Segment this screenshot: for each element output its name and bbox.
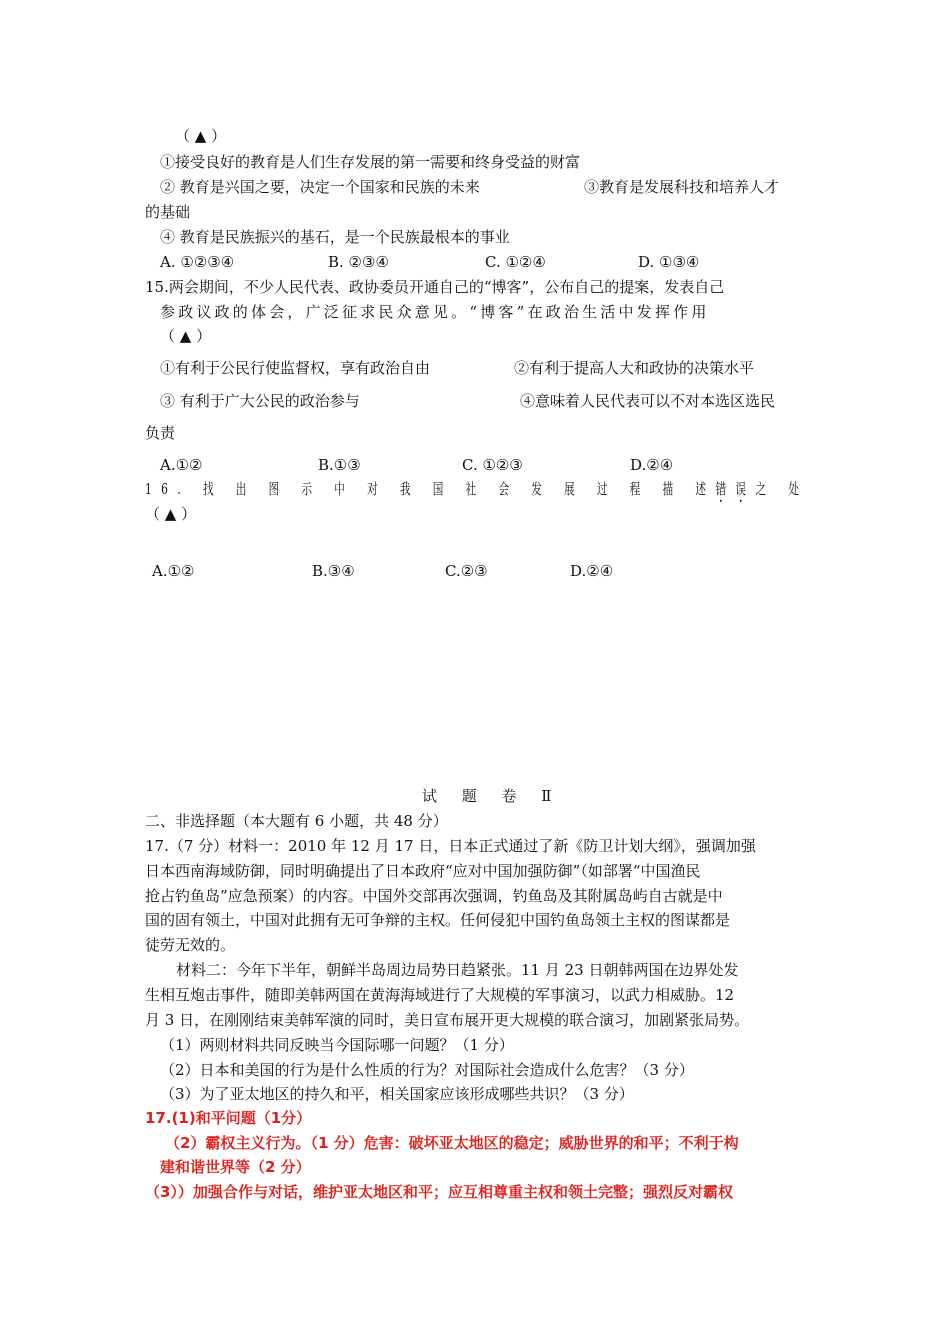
q15-stem-line1: 15.两会期间，不少人民代表、政协委员开通自己的“博客”，公布自己的提案，发表自己 — [145, 278, 725, 296]
q16-stem-tail: 之 处 — [755, 480, 809, 498]
q15-option-2: ②有利于提高人大和政协的决策水平 — [514, 359, 755, 377]
answer-2-line2: 建和谐世界等（2 分） — [160, 1158, 311, 1176]
q16-emphasis-2: 误 — [735, 480, 756, 498]
q15-choice-d: D.②④ — [630, 456, 674, 474]
q14-choice-c: C. ①②④ — [485, 253, 546, 271]
q16-stem-text: 16. 找 出 图 示 中 对 我 国 社 会 发 展 过 程 描 述 — [145, 480, 716, 498]
q14-option-2: ② 教育是兴国之要，决定一个国家和民族的未来 — [160, 178, 480, 196]
q15-choice-a: A.①② — [160, 456, 203, 474]
q15-answer-blank: （ ▲ ） — [160, 327, 212, 345]
q17-sub-question-3: （3）为了亚太地区的持久和平，相关国家应该形成哪些共识？（3 分） — [160, 1085, 634, 1103]
answer-3: （3））加强合作与对话，维护亚太地区和平；应互相尊重主权和领土完整；强烈反对霸权 — [145, 1183, 733, 1201]
q16-choice-b: B.③④ — [312, 562, 355, 580]
answer-2-line1: （2）霸权主义行为。（1 分）危害：破坏亚太地区的稳定；威胁世界的和平；不利于构 — [165, 1134, 739, 1152]
q15-choice-c: C. ①②③ — [462, 456, 523, 474]
q17-sub-question-2: （2）日本和美国的行为是什么性质的行为？对国际社会造成什么危害？（3 分） — [160, 1061, 694, 1079]
q16-emphasis-1: 错 — [715, 480, 736, 498]
q14-answer-blank: （ ▲ ） — [175, 127, 227, 145]
answer-1: 17.(1)和平问题（1分） — [145, 1109, 312, 1127]
q14-option-1: ①接受良好的教育是人们生存发展的第一需要和终身受益的财富 — [160, 153, 581, 171]
q15-option-1: ①有利于公民行使监督权，享有政治自由 — [160, 359, 431, 377]
q17-material2-line2: 生相互炮击事件，随即美韩两国在黄海海域进行了大规模的军事演习，以武力相威胁。12 — [145, 986, 735, 1004]
q16-choice-c: C.②③ — [445, 562, 488, 580]
q14-option-4: ④ 教育是民族振兴的基石，是一个民族最根本的事业 — [160, 228, 510, 246]
q17-material1-line1: 17.（7 分）材料一：2010 年 12 月 17 日，日本正式通过了新《防卫计划大纲》，强调加强 — [145, 837, 756, 855]
q16-choice-d: D.②④ — [570, 562, 614, 580]
q14-option-3: ③教育是发展科技和培养人才 — [584, 178, 780, 196]
q16-stem — [145, 479, 808, 499]
q14-choice-d: D. ①③④ — [638, 253, 700, 271]
q16-answer-blank: （ ▲ ） — [145, 505, 197, 523]
q15-option-3: ③ 有利于广大公民的政治参与 — [160, 392, 360, 410]
q17-material2-line1: 材料二：今年下半年，朝鲜半岛周边局势日趋紧张。11 月 23 日朝韩两国在边界处发 — [176, 961, 739, 979]
q14-choice-b: B. ②③④ — [328, 253, 389, 271]
q17-material1-line5: 徒劳无效的。 — [145, 936, 236, 954]
part2-title: 试 题 卷 Ⅱ — [422, 787, 562, 805]
part2-heading: 二、非选择题（本大题有 6 小题，共 48 分） — [145, 812, 448, 830]
q17-material2-line3: 月 3 日，在刚刚结束美韩军演的同时，美日宣布展开更大规模的联合演习，加剧紧张局势。 — [145, 1011, 750, 1029]
q15-choice-b: B.①③ — [318, 456, 361, 474]
q17-material1-line3: 抢占钓鱼岛”应急预案）的内容。中国外交部再次强调，钓鱼岛及其附属岛屿自古就是中 — [145, 887, 723, 905]
q16-choice-a: A.①② — [152, 562, 195, 580]
q17-material1-line2: 日本西南海域防御，同时明确提出了日本政府“应对中国加强防御”（如部署“中国渔民 — [145, 862, 701, 880]
q17-sub-question-1: （1）两则材料共同反映当今国际哪一问题？（1 分） — [160, 1036, 514, 1054]
q14-choice-a: A. ①②③④ — [160, 253, 235, 271]
q15-option-4: ④意味着人民代表可以不对本选区选民 — [520, 392, 776, 410]
q15-option-4-cont: 负责 — [145, 424, 176, 442]
q15-stem-line2: 参政议政的体会，广泛征求民众意见。“博客”在政治生活中发挥作用 — [160, 303, 710, 321]
q17-material1-line4: 国的固有领土，中国对此拥有无可争辩的主权。任何侵犯中国钓鱼岛领土主权的图谋都是 — [145, 911, 731, 929]
q14-option-3-cont: 的基础 — [145, 203, 191, 221]
